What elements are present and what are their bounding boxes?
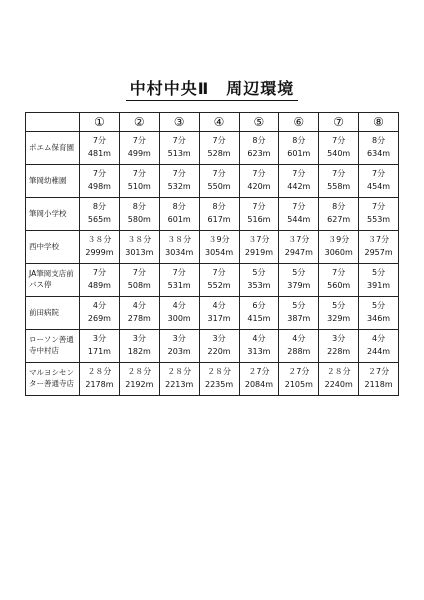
walk-time: 7分 (132, 136, 146, 146)
distance-cell (159, 330, 199, 363)
distance: 531m (167, 281, 191, 290)
distance: 623m (247, 149, 271, 158)
distance: 228m (327, 347, 351, 356)
column-header: ② (119, 113, 159, 132)
distance-cell (239, 330, 279, 363)
distance: 601m (287, 149, 311, 158)
distance-cell (80, 132, 120, 165)
distance-cell (279, 363, 319, 396)
distance: 379m (287, 281, 311, 290)
walk-time: 8分 (332, 202, 346, 212)
page-title (0, 76, 424, 101)
distance: 313m (247, 347, 271, 356)
distance-cell (80, 330, 120, 363)
distance: 553m (367, 215, 391, 224)
page-title-text: 中村中央Ⅱ 周辺環境 (126, 76, 299, 101)
walk-time: 5分 (292, 301, 306, 311)
place-name-cell: ローソン善通 寺中村店 (26, 330, 80, 363)
column-header: ⑤ (239, 113, 279, 132)
distance-cell (279, 231, 319, 264)
walk-time: 3分 (172, 334, 186, 344)
distance: 627m (327, 215, 351, 224)
walk-time: 7分 (292, 202, 306, 212)
distance: 3013m (125, 248, 154, 257)
distance: 513m (167, 149, 191, 158)
distance-cell (119, 264, 159, 297)
distance-cell (159, 165, 199, 198)
distance-cell (119, 231, 159, 264)
distance: 3054m (204, 248, 234, 257)
walk-time: 5分 (372, 268, 386, 278)
distance: 454m (367, 182, 391, 191)
walk-time: 7分 (332, 169, 346, 179)
distance: 420m (247, 182, 271, 191)
column-header: ④ (199, 113, 239, 132)
distance-cell (119, 297, 159, 330)
distance-cell (199, 231, 239, 264)
walk-time: 7分 (292, 169, 306, 179)
walk-time: 8分 (132, 202, 146, 212)
distance: 278m (127, 314, 151, 323)
distance-cell (239, 132, 279, 165)
walk-time: ３８分 (167, 235, 192, 245)
distance-cell (279, 297, 319, 330)
walk-time: 7分 (172, 268, 186, 278)
place-name-cell: マルヨシセン ター善通寺店 (26, 363, 80, 396)
distance-cell (279, 132, 319, 165)
walk-time: 4分 (292, 334, 306, 344)
distance-cell (199, 165, 239, 198)
distance: 481m (87, 149, 111, 158)
walk-time: 7分 (172, 169, 186, 179)
distance: 203m (167, 347, 191, 356)
distance-cell (159, 132, 199, 165)
distance-cell (119, 363, 159, 396)
distance-cell (159, 198, 199, 231)
place-name-cell: ポエム保育園 (26, 132, 80, 165)
walk-time: 5分 (332, 301, 346, 311)
distance-cell (199, 198, 239, 231)
table-row (26, 330, 399, 363)
distance: 2084m (244, 380, 274, 389)
distance-cell (359, 264, 399, 297)
walk-time: 8分 (292, 136, 306, 146)
distance: 244m (367, 347, 391, 356)
distance: 391m (367, 281, 391, 290)
walk-time: ２８分 (326, 367, 351, 377)
distance-cell (80, 165, 120, 198)
distance: 560m (327, 281, 351, 290)
walk-time: 3分 (332, 334, 346, 344)
distance: 2947m (284, 248, 313, 257)
distance: 550m (207, 182, 231, 191)
distance: 2235m (204, 380, 234, 389)
distance-cell (80, 198, 120, 231)
distance: 2999m (85, 248, 114, 257)
distance: 558m (327, 182, 351, 191)
column-header: ⑦ (319, 113, 359, 132)
distance-cell (199, 132, 239, 165)
walk-time: 8分 (252, 136, 266, 146)
distance-cell (119, 165, 159, 198)
walk-time: 5分 (292, 268, 306, 278)
distance-cell (239, 363, 279, 396)
distance: 329m (327, 314, 351, 323)
distance: 516m (247, 215, 271, 224)
walk-time: ３7分 (288, 235, 310, 245)
distance: 346m (367, 314, 391, 323)
distance-cell (119, 198, 159, 231)
distance-cell (319, 132, 359, 165)
distance: 288m (287, 347, 311, 356)
distance-cell (159, 363, 199, 396)
distance: 2178m (85, 380, 114, 389)
walk-time: 7分 (212, 268, 226, 278)
distance: 499m (127, 149, 151, 158)
distance: 634m (367, 149, 391, 158)
walk-time: 4分 (172, 301, 186, 311)
walk-time: ２7分 (368, 367, 390, 377)
table-row (26, 231, 399, 264)
distance-cell (239, 165, 279, 198)
distance-cell (319, 330, 359, 363)
distance: 498m (87, 182, 111, 191)
place-name-cell: 西中学校 (26, 231, 80, 264)
walk-time: 7分 (372, 169, 386, 179)
distance: 2105m (284, 380, 313, 389)
walk-time: 3分 (92, 334, 106, 344)
table-row (26, 165, 399, 198)
walk-time: ２7分 (248, 367, 270, 377)
distance-cell (279, 198, 319, 231)
distance: 3060m (324, 248, 353, 257)
walk-time: 7分 (132, 169, 146, 179)
distance: 528m (207, 149, 231, 158)
distance-cell (279, 264, 319, 297)
distance-cell (279, 165, 319, 198)
walk-time: 3分 (132, 334, 146, 344)
walk-time: 5分 (252, 268, 266, 278)
distance: 2919m (244, 248, 274, 257)
distance: 353m (247, 281, 271, 290)
distance-cell (159, 231, 199, 264)
walk-time: 7分 (92, 136, 106, 146)
place-name-cell: JA筆岡支店前 バス停 (26, 264, 80, 297)
distance-cell (319, 198, 359, 231)
walk-time: ２7分 (288, 367, 310, 377)
place-name-cell: 筆岡幼稚園 (26, 165, 80, 198)
walk-time: 5分 (372, 301, 386, 311)
walk-time: ３9分 (208, 235, 230, 245)
place-name-cell: 前田病院 (26, 297, 80, 330)
walk-time: 7分 (372, 202, 386, 212)
distance-cell (199, 330, 239, 363)
walk-time: 4分 (92, 301, 106, 311)
walk-time: ２８分 (167, 367, 192, 377)
distance: 2240m (324, 380, 353, 389)
walk-time: ３８分 (127, 235, 152, 245)
distance-cell (359, 165, 399, 198)
walk-time: 4分 (372, 334, 386, 344)
distance-cell (359, 297, 399, 330)
walk-time: 7分 (92, 169, 106, 179)
distance-cell (80, 297, 120, 330)
walk-time: 7分 (172, 136, 186, 146)
distance: 171m (87, 347, 111, 356)
distance: 2118m (364, 380, 393, 389)
walk-time: ３7分 (368, 235, 390, 245)
distance: 580m (127, 215, 151, 224)
distance-cell (159, 297, 199, 330)
distance: 269m (87, 314, 111, 323)
distance-cell (319, 264, 359, 297)
walk-time: 4分 (252, 334, 266, 344)
column-header: ③ (159, 113, 199, 132)
distance-cell (239, 198, 279, 231)
walk-time: 8分 (372, 136, 386, 146)
walk-time: 7分 (92, 268, 106, 278)
distance: 2213m (165, 380, 194, 389)
walk-time: 3分 (212, 334, 226, 344)
distance: 415m (247, 314, 271, 323)
distance: 565m (87, 215, 111, 224)
table-header-row (26, 113, 399, 132)
walk-time: 4分 (132, 301, 146, 311)
table-row (26, 264, 399, 297)
column-header: ⑥ (279, 113, 319, 132)
distance-cell (239, 264, 279, 297)
distance: 2957m (364, 248, 393, 257)
walk-time: 7分 (332, 136, 346, 146)
table-row (26, 198, 399, 231)
walk-time: 7分 (252, 169, 266, 179)
distance-cell (159, 264, 199, 297)
distance: 489m (87, 281, 111, 290)
walk-time: 8分 (92, 202, 106, 212)
distance: 3034m (165, 248, 194, 257)
distance: 387m (287, 314, 311, 323)
distance-cell (199, 297, 239, 330)
distance: 442m (287, 182, 311, 191)
distance-cell (359, 132, 399, 165)
walk-time: ３８分 (87, 235, 112, 245)
distance: 508m (127, 281, 151, 290)
walk-time: 7分 (132, 268, 146, 278)
walk-time: ２８分 (87, 367, 112, 377)
distance: 2192m (125, 380, 154, 389)
place-name-cell: 筆岡小学校 (26, 198, 80, 231)
distance-cell (319, 165, 359, 198)
distance: 532m (167, 182, 191, 191)
distance-cell (279, 330, 319, 363)
distance-cell (359, 363, 399, 396)
distance-cell (359, 198, 399, 231)
table-row (26, 363, 399, 396)
distance-cell (319, 297, 359, 330)
walk-time: 4分 (212, 301, 226, 311)
distance: 552m (207, 281, 231, 290)
walk-time: 7分 (252, 202, 266, 212)
walk-time: 8分 (172, 202, 186, 212)
distance-cell (199, 264, 239, 297)
table-row (26, 132, 399, 165)
distance: 601m (167, 215, 191, 224)
distance-cell (359, 231, 399, 264)
walk-time: 7分 (212, 169, 226, 179)
distance-cell (80, 231, 120, 264)
distance-cell (80, 264, 120, 297)
distance: 182m (127, 347, 151, 356)
environment-table (25, 112, 399, 396)
walk-time: ２８分 (207, 367, 232, 377)
distance: 220m (207, 347, 231, 356)
walk-time: 6分 (252, 301, 266, 311)
distance-cell (80, 363, 120, 396)
walk-time: ２８分 (127, 367, 152, 377)
column-header: ① (80, 113, 120, 132)
distance-cell (199, 363, 239, 396)
walk-time: 8分 (212, 202, 226, 212)
distance: 317m (207, 314, 231, 323)
column-header: ⑧ (359, 113, 399, 132)
table-body (26, 132, 399, 396)
distance: 300m (167, 314, 191, 323)
distance-cell (319, 363, 359, 396)
distance: 544m (287, 215, 311, 224)
distance: 510m (127, 182, 151, 191)
distance-cell (359, 330, 399, 363)
walk-time: ３7分 (248, 235, 270, 245)
distance-cell (239, 297, 279, 330)
walk-time: ３9分 (328, 235, 350, 245)
walk-time: 7分 (332, 268, 346, 278)
distance-cell (119, 330, 159, 363)
walk-time: 7分 (212, 136, 226, 146)
distance: 617m (207, 215, 231, 224)
table-row (26, 297, 399, 330)
distance-cell (239, 231, 279, 264)
distance-cell (319, 231, 359, 264)
table-corner-cell (26, 113, 80, 132)
distance: 540m (327, 149, 351, 158)
distance-cell (119, 132, 159, 165)
